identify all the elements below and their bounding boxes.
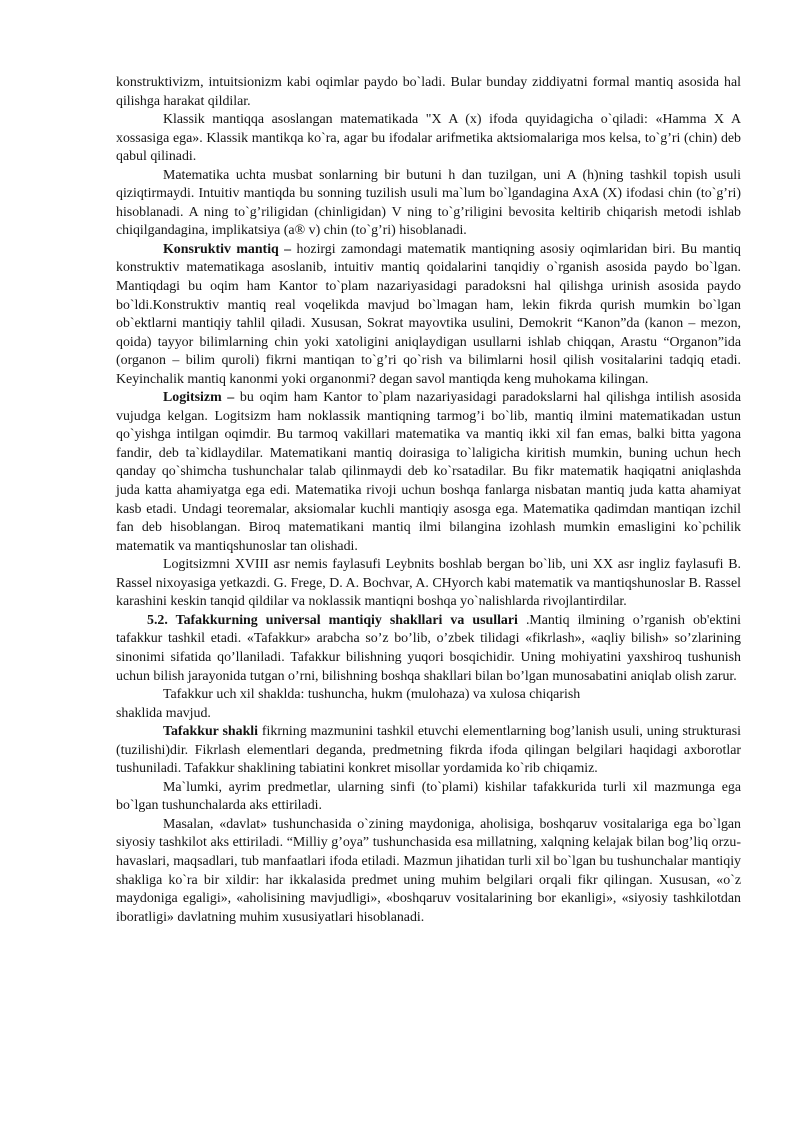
- paragraph-text: .Mantiq ilmining o’rganish ob'ektini tafakkur tashkil etadi. «Tafakkur» arabcha so’z bo’lib, o’zbek tilidagi «fikrlash», «aqliy bilish» so’zlarining sinonimi sifatida qo’llaniladi. Tafakkur bilishning yuqori bosqichidir. Uning mohiyatini yaxshiroq tushunish uchun bilish jarayonida tutgan o’rni, bilishning boshqa shakllari bilan bo’lgan munosabatini aniqlab olish zarur.: [116, 612, 741, 684]
- paragraph-text: Logitsizmni XVIII asr nemis faylasufi Leybnits boshlab bergan bo`lib, uni XX asr ingliz faylasufi B. Rassel nixoyasiga yetkazdi. G. Frege, D. A. Bochvar, A. CHyorch kabi matematik va mantiqshunoslar B. Rassel karashini keskin tanqid qildilar va noklassik mantiqni boshqa yo`nalishlarda rivojlantirdilar.: [116, 557, 741, 610]
- paragraph-text: Masalan, «davlat» tushunchasida o`zining maydoniga, aholisiga, boshqaruv vositalariga ega bo`lgan siyosiy tashkilot aks ettiriladi. “Milliy g’oya” tushunchasida esa millatning, xalqning kelajak bilan bog’liq orzu-havaslari, maqsadlari, tub manfaatlari ifoda etiladi. Mazmun jihatidan turli xil bo`lgan bu tushunchalar mantiqiy shakliga ko`ra bir xildir: har ikkalasida predmet uning muhim belgilari orqali fikr qilingan. Xususan, «o`z maydoniga egaligi», «aholisining mavjudligi», «boshqaruv vositalarining bor ekanligi», «siyosiy tashkilotdan iboratligi» davlatning muhim xususiyatlari hisoblanadi.: [116, 816, 741, 925]
- paragraph-three-forms: [116, 686, 741, 705]
- paragraph-three-forms-cont: [116, 705, 741, 724]
- term-heading: Logitsizm –: [163, 390, 235, 406]
- paragraph-text: Ma`lumki, ayrim predmetlar, ularning sinfi (to`plami) kishilar tafakkurida turli xil mazmunga ega bo`lgan tushunchalarda aks ettiriladi.: [116, 779, 741, 814]
- document-page: [116, 74, 741, 927]
- paragraph-known-objects: [116, 779, 741, 816]
- paragraph-intro: [116, 74, 741, 111]
- paragraph-section-5-2: [116, 612, 741, 686]
- paragraph-state-example: [116, 816, 741, 927]
- paragraph-classic-logic: [116, 111, 741, 167]
- paragraph-text: shaklida mavjud.: [116, 705, 211, 721]
- term-heading: Tafakkur shakli: [163, 724, 259, 740]
- paragraph-form-of-thought: [116, 723, 741, 779]
- paragraph-text: konstruktivizm, intuitsionizm kabi oqimlar paydo bo`ladi. Bular bunday ziddiyatni formal mantiq asosida hal qilishga harakat qildilar.: [116, 75, 741, 109]
- paragraph-logicism: [116, 389, 741, 556]
- paragraph-text: hozirgi zamondagi matematik mantiqning asosiy oqimlaridan biri. Bu mantiq konstruktiv matematikaga asoslanib, intuitiv mantiq qoidalarini tanqidiy o`rganish asosida paydo bo`lgan. Mantiqdagi bu oqim ham Kantor to`plam nazariyasidagi paradoksni hal qilishga urinish asosida paydo bo`ldi.Konstruktiv mantiq real voqelikda mavjud bo`lmagan ham, lekin fikrda qurish mumkin bo`lgan ob`ektlarni mantiqiy tahlil qiladi. Xususan, Sokrat mayovtika usulini, Demokrit “Kanon”da (kanon – mezon, qoida) tayyor bilimlarning chin yoki xatoligini aniqlaydigan usullarni ishlab chiqqan, Arastu “Organon”ida (organon – bilim quroli) fikrni mantiqan to`g’ri qo`rish va bilimlarni hosil qilish vositalarini tadqiq etadi. Keyinchalik mantiq kanonmi yoki organonmi? degan savol mantiqda keng muhokama kilingan.: [116, 241, 741, 387]
- paragraph-leibniz: [116, 556, 741, 612]
- paragraph-text: bu oqim ham Kantor to`plam nazariyasidagi paradokslarni hal qilishga intilish asosida vujudga kelgan. Logitsizm ham noklassik mantiqning tarmog’i bo`lib, mantiq ilmini matematikadan ustun qo`yishga intilgan oqimdir. Bu tarmoq vakillari matematika va mantiq ikki xil fan emas, balki bitta yagona fandir, deb ta`kidlaydilar. Matematikani mantiq doirasiga to`laligicha kiritish mumkin, buning uchun hech qanday qo`shimcha tushunchalar talab qilinmaydi deb ko`rsatadilar. Bu fikr matematik haqiqatni aniqlashda juda katta ahamiyatga ega edi. Matematika rivoji uchun boshqa fanlarga nisbatan mantiq juda katta ahamiyat kasb etadi. Undagi teoremalar, aksiomalar kuchli mantiqiy asosga ega. Matematika qadimdan mantiqan izchil fan deb hisoblangan. Biroq matematikani mantiq ilmi bilangina izohlash mumkin emasligini ko`pchilik matematik va mantiqshunoslar tan olishadi.: [116, 390, 742, 554]
- paragraph-text: Klassik mantiqqa asoslangan matematikada "X A (x) ifoda quyidagicha o`qiladi: «Hamma X A xossasiga ega». Klassik mantikqa ko`ra, agar bu ifodalar arifmetika aktsiomalariga mos kelsa, to`g’ri (chin) deb qabul qilinadi.: [116, 112, 741, 165]
- section-heading: 5.2. Tafakkurning universal mantiqiy shakllari va usullari: [147, 612, 518, 628]
- paragraph-constructive-logic: [116, 241, 741, 389]
- term-heading: Konsruktiv mantiq –: [163, 241, 292, 257]
- paragraph-text: fikrning mazmunini tashkil etuvchi elementlarning bog’lanish usuli, uning strukturasi (tuzilishi)dir. Fikrlash elementlari deganda, predmetning fikrda ifoda qilingan belgilari haqidagi axborotlar tushuniladi. Tafakkur shaklining tabiatini konkret misollar yordamida ko`rib chiqamiz.: [116, 724, 741, 777]
- paragraph-text: Tafakkur uch xil shaklda: tushuncha, hukm (mulohaza) va xulosa chiqarish: [163, 687, 581, 703]
- paragraph-text: Matematika uchta musbat sonlarning bir butuni h dan tuzilgan, uni A (h)ning tashkil topish usuli qiziqtirmaydi. Intuitiv mantiqda bu sonning tuzilish usuli ma`lum bo`lgandagina AxA (X) ifodasi chin (to`g’ri) hisoblanadi. A ning to`g’riligidan (chinligidan) V ning to`g’riligini bevosita keltirib chiqarish metodi ishlab chiqilgandagina, implikatsiya (a® v) chin (to`g’ri) hisoblanadi.: [116, 167, 741, 239]
- paragraph-intuitive-logic: [116, 167, 741, 241]
